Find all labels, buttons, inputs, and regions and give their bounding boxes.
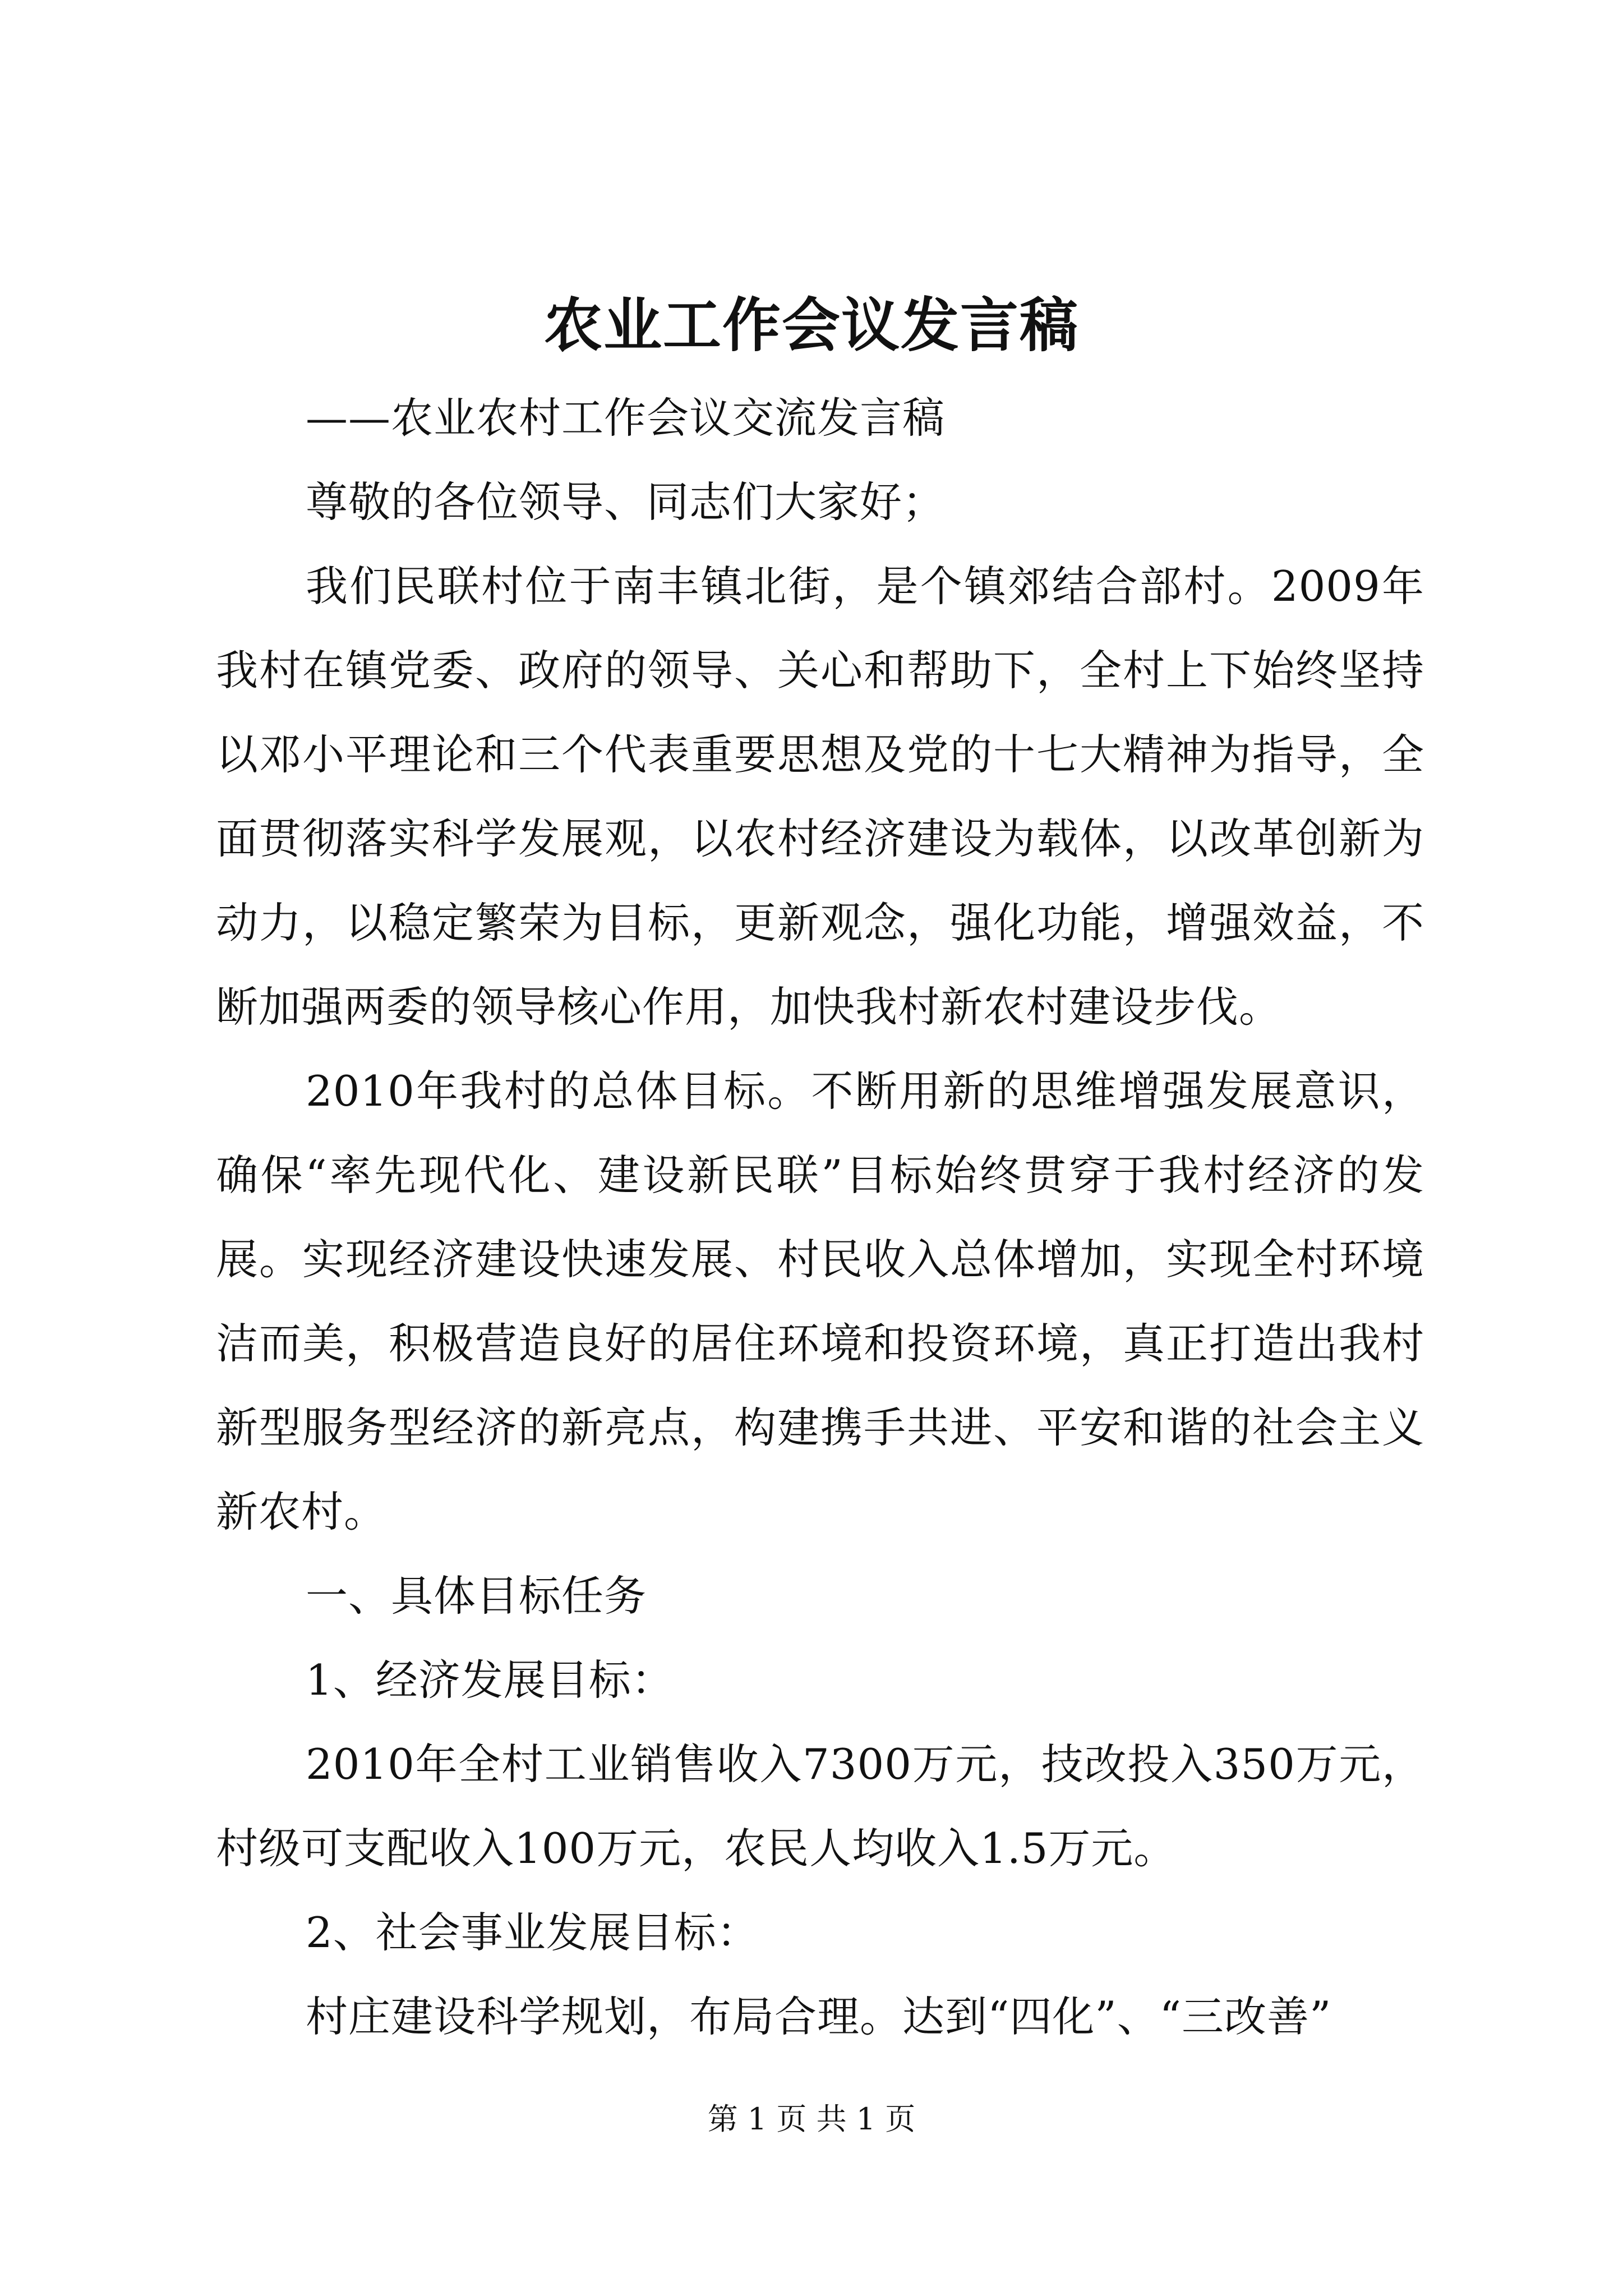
subheading-social-goal: 2、社会事业发展目标： [306, 1908, 759, 1957]
subheading-economic-goal: 1、经济发展目标： [306, 1655, 674, 1705]
paragraph-overall-goal: 2010年我村的总体目标。不断用新的思维增强发展意识，确保“率先现代化、建设新民联”目标始终贯穿于我村经济的发展。实现经济建设快速发展、村民收入总体增加，实现全村环境洁而美，积极营造良好的居住环境和投资环境，真正打造出我村新型服务型经济的新亮点，构建携手共进、平安和谐的社会主义新农村。 [216, 1066, 1424, 1536]
document-body [216, 376, 1424, 2059]
paragraph-greeting: 尊敬的各位领导、同志们大家好； [306, 477, 946, 527]
document-title: 农业工作会议发言稿 [543, 291, 1079, 360]
subtitle: ——农业农村工作会议交流发言稿 [306, 393, 946, 443]
paragraph-introduction: 我们民联村位于南丰镇北街，是个镇郊结合部村。2009年我村在镇党委、政府的领导、关心和帮助下，全村上下始终坚持以邓小平理论和三个代表重要思想及党的十七大精神为指导，全面贯彻落实科学发展观，以农村经济建设为载体，以改革创新为动力，以稳定繁荣为目标，更新观念，强化功能，增强效益，不断加强两委的领导核心作用，加快我村新农村建设步伐。 [216, 562, 1424, 1032]
section-heading-tasks: 一、具体目标任务 [306, 1571, 647, 1621]
page-footer: 第 1 页 共 1 页 [707, 2101, 916, 2137]
paragraph-village-planning: 村庄建设科学规划，布局合理。达到“四化”、“三改善” [306, 1992, 1332, 2041]
paragraph-economic-figures: 2010年全村工业销售收入7300万元，技改投入350万元，村级可支配收入100万元，农民人均收入1.5万元。 [216, 1740, 1424, 1873]
